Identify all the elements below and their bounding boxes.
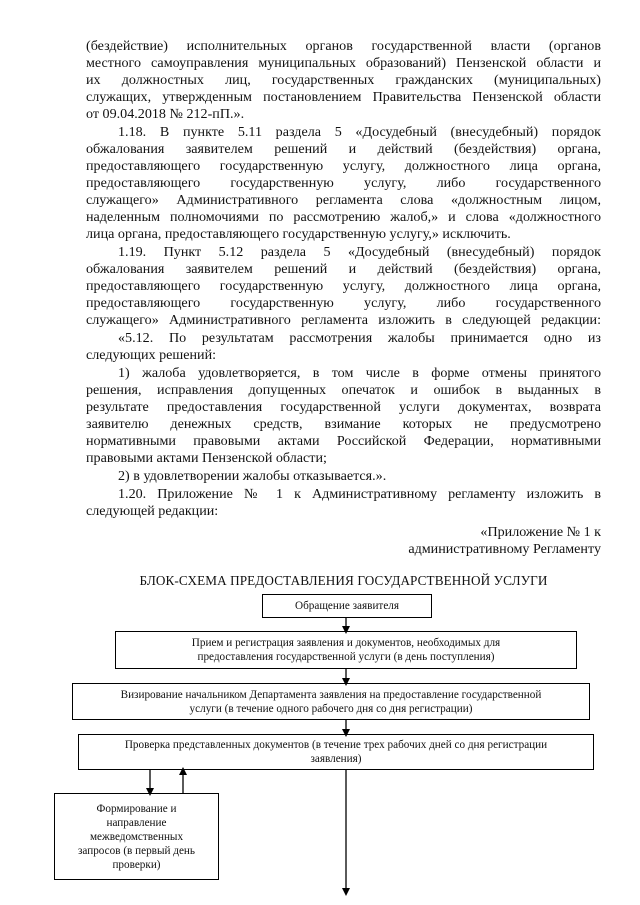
text-line: административному Регламенту [408,541,601,557]
text-line: 1.19. Пункт 5.12 раздела 5 «Досудебный (внесудебный) порядок [118,244,601,260]
text-line: обжалования заявителем решений и действий (бездействия) органа, [86,141,601,157]
text-line: 1.18. В пункте 5.11 раздела 5 «Досудебный (внесудебный) порядок [118,124,601,140]
text-line: лица органа, предоставляющего государственную услугу,» исключить. [86,226,511,242]
text-line: заявителю денежных средств, взимание которых не предусмотрено [86,416,601,432]
text-line: нормативными правовыми актами Российской Федерации, нормативными [86,433,601,449]
text-line: служащего» Административного регламента слова «должностным лицом, [86,192,601,208]
box-line: Визирование начальником Департамента заявления на предоставление государственной [120,688,542,701]
text-line: предоставляющего государственную услугу, должностного лица органа, [86,158,601,174]
text-line: (бездействие) исполнительных органов государственной власти (органов [86,38,601,54]
text-line: 1) жалоба удовлетворяется, в том числе в форме отмены принятого [118,365,601,381]
box-line: запросов (в первый день [77,844,195,857]
text-line: служащего» Административного регламента изложить в следующей редакции: [86,312,601,328]
box-line: проверки) [112,858,161,871]
text-line: от 09.04.2018 № 212-пП.». [86,106,245,122]
text-line: следующей редакции: [86,503,219,519]
text-line: 2) в удовлетворении жалобы отказывается.». [118,468,387,484]
box-line: Прием и регистрация заявления и документов, необходимых для [191,637,501,649]
box-line: Обращение заявителя [294,600,400,612]
text-line: 1.20. Приложение № 1 к Административному регламенту изложить в [118,486,601,502]
text-line: обжалования заявителем решений и действий (бездействия) органа, [86,261,601,277]
box-line: межведомственных [89,830,184,843]
text-line: правовыми актами Пензенской области; [86,450,327,466]
text-line: их должностных лиц, государственных гражданских (муниципальных) [86,72,601,88]
text-line: результате предоставления государственной услуги документах, возврата [86,399,601,415]
text-line: предоставляющего государственную услугу, должностного лица органа, [86,278,601,294]
text-line: следующих решений: [86,347,217,363]
text-line: «Приложение № 1 к [480,524,601,540]
text-line: «5.12. По результатам рассмотрения жалобы принимается одно из [118,330,601,346]
text-line: наделенным полномочиями по рассмотрению жалоб,» и слова «должностного [86,209,601,225]
flowchart-title: БЛОК-СХЕМА ПРЕДОСТАВЛЕНИЯ ГОСУДАРСТВЕННОЙ УСЛУГИ [139,573,548,588]
box-line: услуги (в течение одного рабочего дня со дня регистрации) [189,702,473,715]
box-line: заявления) [310,753,362,765]
box-line: предоставления государственной услуги (в день поступления) [197,651,495,663]
box-line: Проверка представленных документов (в течение трех рабочих дней со дня регистрации [124,739,548,751]
text-line: предоставляющего государственную услугу, либо государственного [86,295,601,311]
box-line: направление [106,816,167,829]
text-line: решения, исправления допущенных опечаток и ошибок в выданных в [86,382,601,398]
text-line: местного самоуправления муниципальных образований) Пензенской области и [86,55,601,71]
text-line: служащих, утвержденным постановлением Правительства Пензенской области [86,89,601,105]
box-line: Формирование и [96,802,177,815]
text-line: предоставляющего государственную услугу, либо государственного [86,175,601,191]
